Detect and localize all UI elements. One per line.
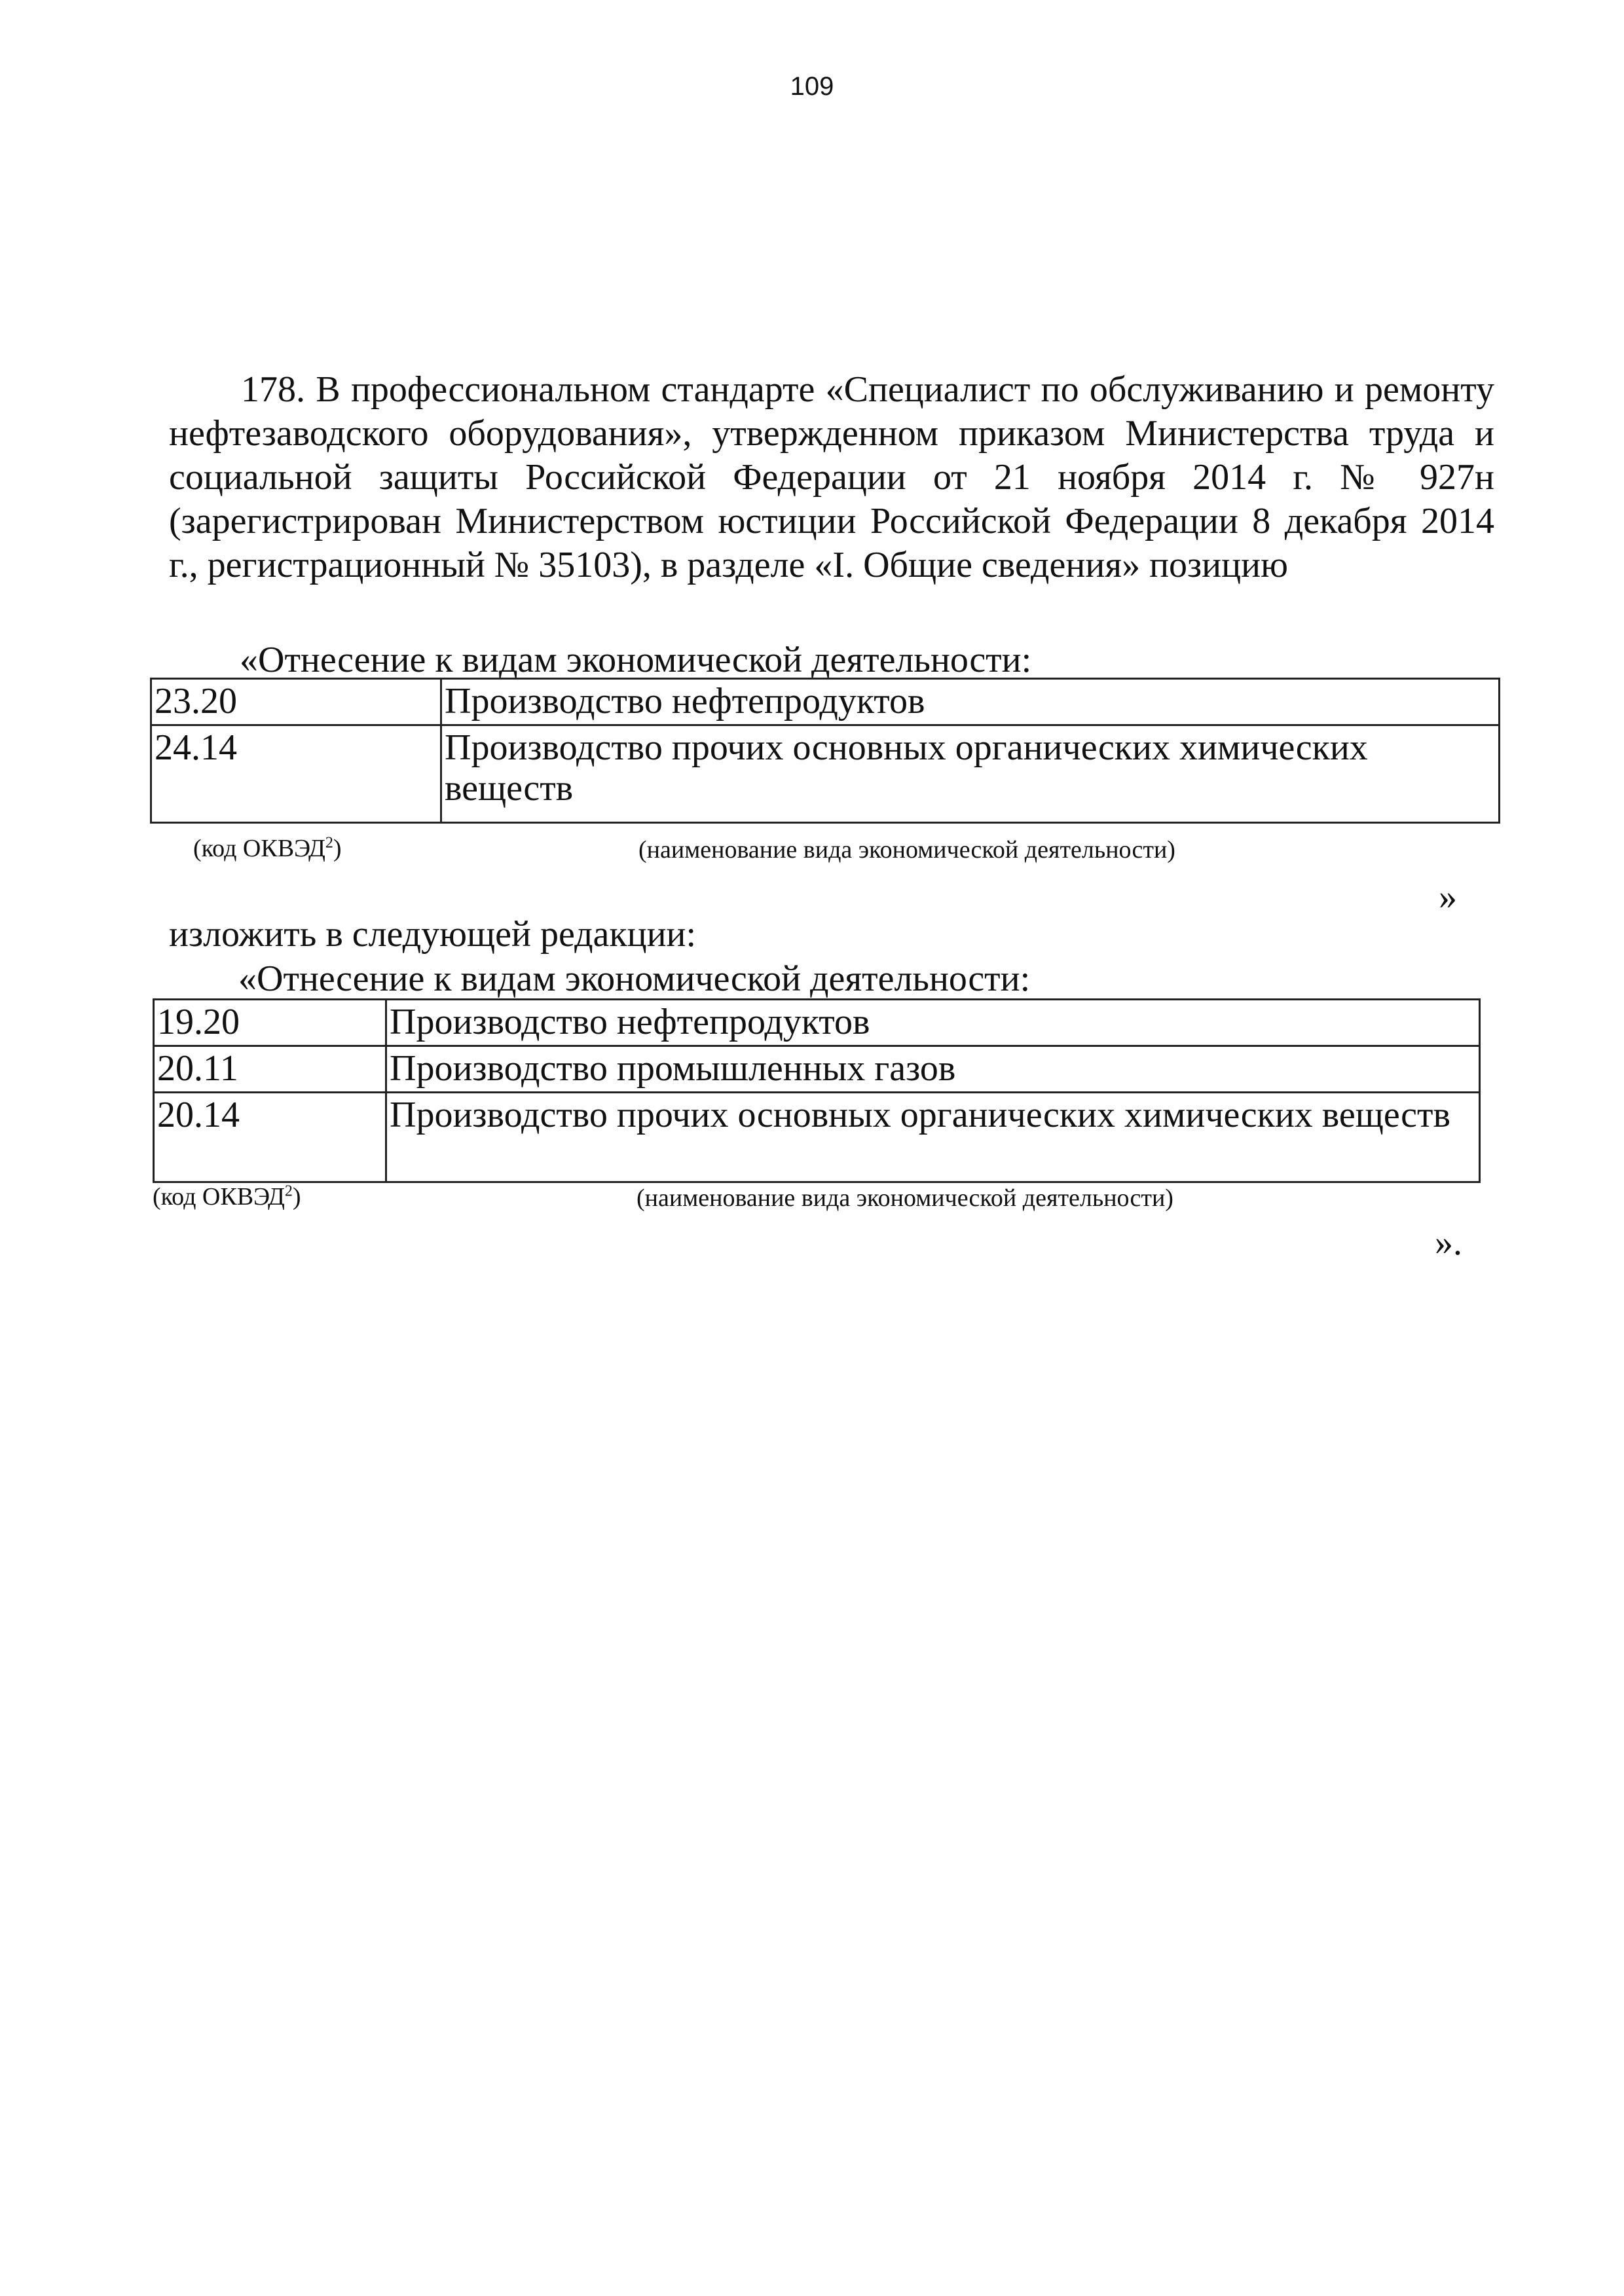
- old-block-close-quote: »: [1439, 877, 1457, 917]
- okved-code-cell: 20.11: [154, 1046, 386, 1093]
- intro-text: изложить в следующей редакции:: [169, 914, 697, 955]
- new-okved-table: [153, 998, 1481, 1183]
- okved-code-cell: 20.14: [154, 1093, 386, 1182]
- footnote-marker: 2: [284, 1182, 293, 1200]
- amendment-paragraph-text: 178. В профессиональном стандарте «Специалист по обслуживанию и ремонту нефтезаводского оборудования», утвержденном приказом Министерства труда и социальной защиты Российской Федерации от 21 ноября 2014 г. № 927н (зарегистрирован Министерством юстиции Российской Федерации 8 декабря 2014 г., регистрационный № 35103), в разделе «I. Общие сведения» позицию: [169, 369, 1494, 585]
- table-row: [154, 1093, 1480, 1182]
- page-number: 109: [790, 72, 834, 101]
- old-activity-name-caption: (наименование вида экономической деятельности): [638, 836, 1175, 864]
- table-row: [151, 679, 1500, 725]
- okved-code-caption-text: (код ОКВЭД: [193, 835, 325, 862]
- activity-name-cell: Производство прочих основных органических химических веществ: [441, 725, 1500, 823]
- activity-name-cell: Производство нефтепродуктов: [441, 679, 1500, 725]
- okved-code-cell: 19.20: [154, 1000, 386, 1046]
- old-okved-table: [150, 678, 1500, 824]
- okved-code-caption-text: (код ОКВЭД: [153, 1183, 285, 1211]
- new-okved-heading: «Отнесение к видам экономической деятельности:: [238, 958, 1031, 999]
- table-row: [154, 1046, 1480, 1093]
- activity-name-cell: Производство промышленных газов: [386, 1046, 1480, 1093]
- new-okved-code-caption: [153, 1182, 301, 1211]
- old-okved-heading: «Отнесение к видам экономической деятельности:: [240, 640, 1032, 680]
- table-row: [151, 725, 1500, 823]
- footnote-marker: 2: [325, 834, 333, 852]
- activity-name-cell: Производство нефтепродуктов: [386, 1000, 1480, 1046]
- new-activity-name-caption: (наименование вида экономической деятельности): [637, 1184, 1173, 1212]
- okved-code-cell: 24.14: [151, 725, 441, 823]
- activity-name-cell: Производство прочих основных органических химических веществ: [386, 1093, 1480, 1182]
- okved-code-caption-end: ): [292, 1183, 301, 1211]
- okved-code-cell: 23.20: [151, 679, 441, 725]
- okved-code-caption-end: ): [333, 835, 342, 862]
- new-block-close-quote: ».: [1435, 1222, 1462, 1263]
- table-row: [154, 1000, 1480, 1046]
- old-okved-code-caption: [193, 834, 342, 863]
- amendment-paragraph: [169, 368, 1494, 587]
